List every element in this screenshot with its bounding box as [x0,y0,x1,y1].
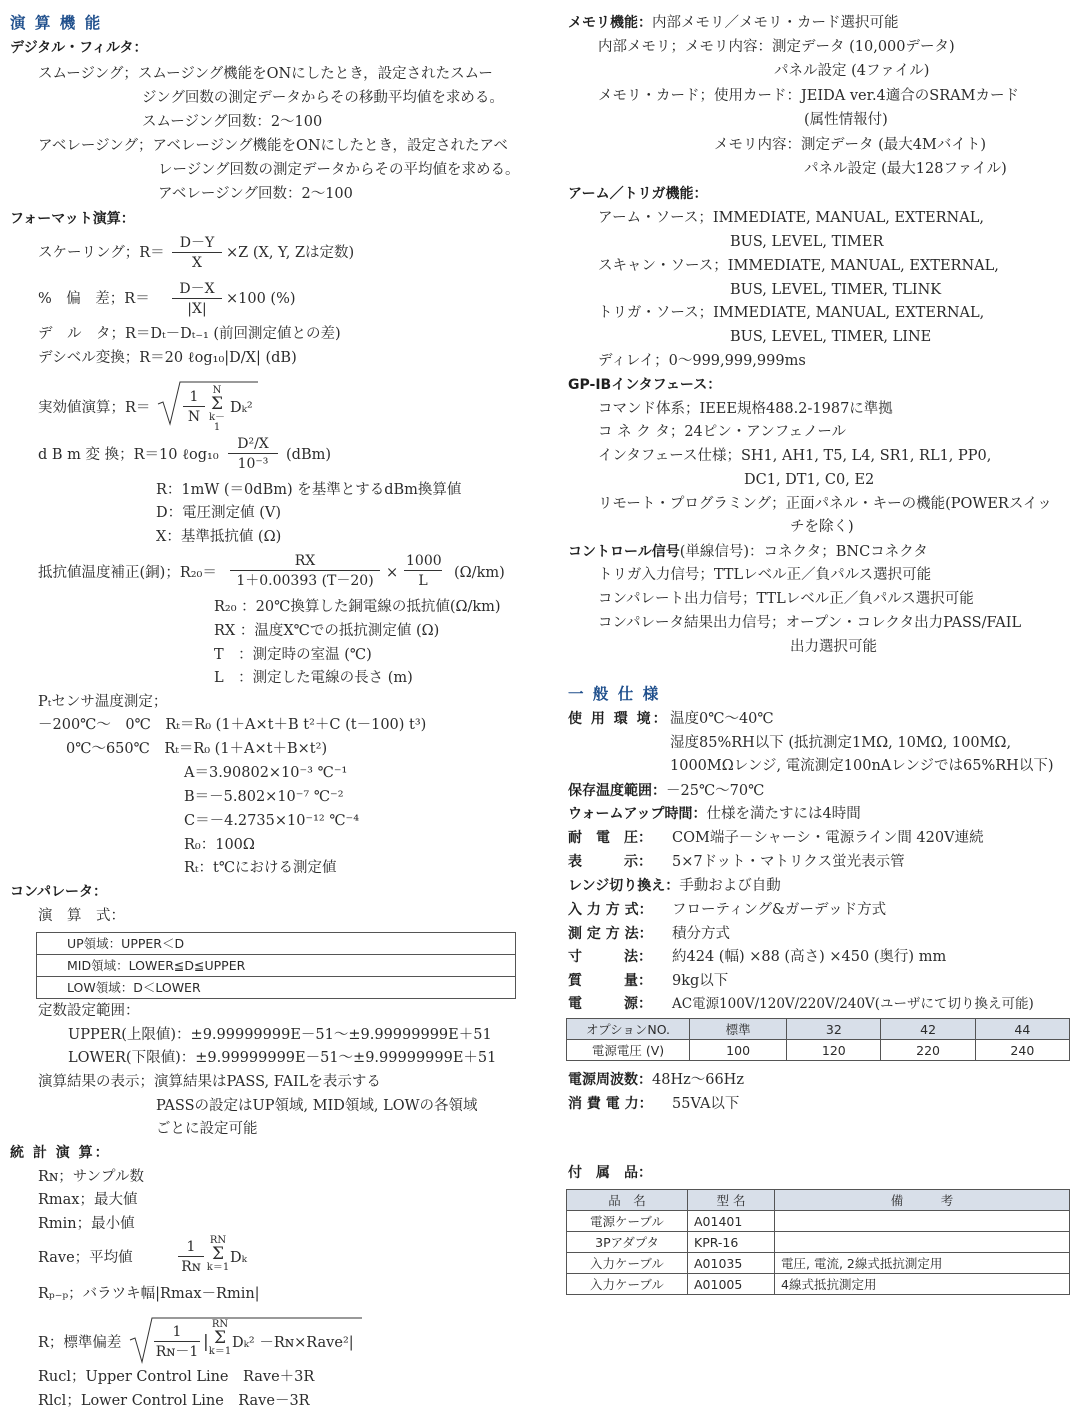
env-humidity-2: 1000MΩレンジ, 電流測定100nAレンジでは65%RH以下) [670,758,1054,774]
pt-coeff-b: B＝－5.802×10⁻⁷ ℃⁻² [184,789,344,805]
smoothing-count: スムージング回数：2～100 [142,114,323,130]
dbm-tail: (dBm) [286,447,332,463]
control-compare-output: コンパレート出力信号；TTLレベル正／負パルス選択可能 [598,591,974,607]
scaling-label: スケーリング；R＝ [38,245,165,261]
scan-source-1: スキャン・ソース；IMMEDIATE, MANUAL, EXTERNAL, [598,258,999,274]
accessory-name: 3Pアダプタ [567,1232,688,1253]
storage-label: 保存温度範囲： [568,783,666,799]
accessory-note: 電圧, 電流, 2線式抵抗測定用 [775,1253,1070,1274]
general-spec-heading: 一 般 仕 様 [568,685,661,703]
memory-card-attr: (属性情報付) [804,112,888,128]
input-value: フローティング&ガーデッド方式 [672,902,887,918]
accessories-table [566,1189,1070,1295]
pt-r0: R₀：100Ω [184,837,255,853]
sd-tail: Dₖ² －Rɴ×Rave²| [232,1335,354,1351]
rms-sigma [206,386,228,433]
accessory-note [775,1211,1070,1232]
display-value: 5×7ドット・マトリクス蛍光表示管 [672,854,905,870]
rms-sigma-bottom: k－1 [208,412,226,433]
sd-fraction [154,1325,200,1359]
dimension-line [568,949,946,965]
res-l-def: L ：測定した電線の長さ (m) [214,670,413,686]
scaling-numerator: D－Y [172,236,222,253]
memory-card-panel: パネル設定 (最大128ファイル) [804,161,1007,177]
accessory-note [775,1232,1070,1253]
stat-rave-label: Rave；平均値 [38,1250,133,1266]
gpib-remote-1: リモート・プログラミング；正面パネル・キーの機能(POWERスイッ [598,496,1052,512]
rave-one: 1 [178,1240,204,1257]
accessories-heading: 付 属 品： [568,1165,652,1181]
upper-range: UPPER(上限値)：±9.99999999E－51～±9.99999999E＋51 [68,1027,492,1043]
sd-denominator: Rɴ－1 [155,1344,199,1360]
dimension-label: 寸 法： [568,949,652,965]
control-comparator-result-1: コンパレータ結果出力信号；オープン・コレクタ出力PASS/FAIL [598,615,1022,631]
result-display-2: PASSの設定はUP領域, MID領域, LOWの各領域 [156,1098,478,1114]
res-denominator: 1＋0.00393 (T－20) [236,573,374,589]
dbm-denominator: 10⁻³ [237,456,269,472]
mass-label: 質 量： [568,973,652,989]
sigma-icon: Σ [213,1328,227,1348]
gpib-heading: GP-IBインタフェース： [568,377,722,393]
voltage-line [568,830,984,846]
sd-sigma [208,1320,232,1357]
option-header-cell: 標準 [690,1019,787,1040]
trigger-source-1: トリガ・ソース；IMMEDIATE, MANUAL, EXTERNAL, [598,305,985,321]
pt-coeff-c: C＝－4.2735×10⁻¹² ℃⁻⁴ [184,813,360,829]
env-label: 使 用 環 境： [568,711,669,727]
comparator-heading: コンパレータ： [10,884,108,900]
stat-rn: Rɴ；サンプル数 [38,1169,144,1185]
memory-internal: 内部メモリ；メモリ内容：測定データ (10,000データ) [598,39,955,55]
option-table-row [567,1040,1070,1061]
rave-fraction [178,1240,204,1274]
smoothing-line-1: スムージング；スムージング機能をONにしたとき，設定されたスムー [38,66,493,82]
res-denominator-2: L [418,573,428,589]
mass-line [568,973,728,989]
dbm-label: d B m 変 換；R＝10 ℓog₁₀ [38,447,219,463]
decibel-formula: デシベル変換；R＝20 ℓog₁₀|D/X| (dB) [38,350,297,366]
control-trigger-input: トリガ入力信号；TTLレベル正／負パルス選択可能 [598,567,932,583]
accessory-model: A01005 [688,1274,775,1295]
stat-rmin: Rmin；最小値 [38,1216,135,1232]
sd-one: 1 [154,1325,200,1342]
gpib-connector: コ ネ ク タ；24ピン・アンフェノール [598,424,847,440]
measure-line [568,926,730,942]
deviation-numerator: D－X [172,282,222,299]
comparator-low-row: LOW領域：D＜LOWER [67,980,201,995]
option-cell: 120 [787,1040,881,1061]
warmup-line [568,806,861,822]
rms-one: 1 [183,390,205,407]
res-fraction [230,554,380,588]
stat-rlcl: Rlcl；Lower Control Line Rave－3R [38,1393,310,1409]
accessory-model: KPR-16 [688,1232,775,1253]
accessory-header-cell: 型 名 [688,1190,775,1211]
stat-rucl: Rucl；Upper Control Line Rave＋3R [38,1369,315,1385]
gpib-command: コマンド体系；IEEE規格488.2-1987に準拠 [598,401,893,417]
gpib-interface-2: DC1, DT1, C0, E2 [744,472,875,488]
input-line [568,902,886,918]
option-cell: 電源電圧 (V) [567,1040,690,1061]
rave-sigma-top: RN [209,1235,227,1246]
res-tail: (Ω/km) [454,565,505,581]
control-comparator-result-2: 出力選択可能 [790,639,877,655]
option-cell: 100 [690,1040,787,1061]
table-row [567,1274,1070,1295]
memory-card-content: メモリ内容：測定データ (最大4Mバイト) [714,137,986,153]
range-value: 手動および自動 [679,878,781,894]
sigma-icon: Σ [210,394,224,414]
memory-panel: パネル設定 (4ファイル) [774,63,930,79]
option-table [566,1018,1070,1061]
power-line [568,996,1034,1012]
accessory-name: 入力ケーブル [567,1274,688,1295]
digital-filter-heading: デジタル・フィルタ： [10,40,148,56]
display-line [568,854,905,870]
env-humidity-1: 湿度85%RH以下 (抵抗測定1MΩ, 10MΩ, 100MΩ, [670,735,1012,751]
memory-card: メモリ・カード；使用カード：JEIDA ver.4適合のSRAMカード [598,88,1019,104]
range-label: レンジ切り換え： [568,878,680,894]
memory-heading-tail: 内部メモリ／メモリ・カード選択可能 [652,15,899,31]
rms-dk: Dₖ² [230,400,253,416]
measure-label: 測 定 方 法： [568,926,653,942]
control-signal-heading: コントロール信号 [568,544,680,560]
comparator-formula-label: 演 算 式： [38,908,125,924]
consumption-line [568,1096,739,1112]
res-rx-def: RX ：温度X℃での抵抗測定値 (Ω) [214,623,440,639]
accessory-name: 電源ケーブル [567,1211,688,1232]
dbm-d-def: D：電圧測定値 (V) [156,505,282,521]
frequency-line [568,1072,744,1088]
option-header-cell: 32 [787,1019,881,1040]
lower-range: LOWER(下限値)：±9.99999999E－51～±9.99999999E＋51 [68,1050,497,1066]
mass-value: 9kg以下 [672,973,729,989]
rms-fraction [183,390,205,424]
accessory-header-cell: 備 考 [775,1190,1070,1211]
table-row [567,1211,1070,1232]
result-display-1: 演算結果の表示；演算結果はPASS, FAILを表示する [38,1074,381,1090]
accessory-note: 4線式抵抗測定用 [775,1274,1070,1295]
consumption-label: 消 費 電 力： [568,1096,653,1112]
accessory-header-cell: 品 名 [567,1190,688,1211]
pt-formula-2: 0℃～650℃ Rₜ＝R₀ (1＋A×t＋B×t²) [66,741,328,757]
option-header-cell: 42 [881,1019,975,1040]
power-value: AC電源100V/120V/220V/240V(ユーザにて切り換え可能) [672,996,1034,1012]
control-signal-tail: (単線信号)：コネクタ；BNCコネクタ [679,544,928,560]
res-correction-label: 抵抗値温度補正(銅)；R₂₀＝ [38,565,217,581]
arm-source-1: アーム・ソース；IMMEDIATE, MANUAL, EXTERNAL, [598,210,984,226]
rave-dk: Dₖ [230,1250,247,1266]
dbm-x-def: X：基準抵抗値 (Ω) [156,529,282,545]
rave-sigma-bottom: k＝1 [206,1262,230,1273]
env-temp: 温度0℃～40℃ [670,711,774,727]
warmup-label: ウォームアップ時間： [568,806,707,822]
dimension-value: 約424 (幅) ×88 (高さ) ×450 (奥行) mm [672,949,947,965]
rms-sigma-top: N [212,385,222,396]
pt-coeff-a: A＝3.90802×10⁻³ ℃⁻¹ [184,765,348,781]
res-numerator-2: 1000 [406,553,442,569]
deviation-fraction [172,282,222,316]
warmup-value: 仕様を満たすには4時間 [706,806,861,822]
trigger-source-2: BUS, LEVEL, TIMER, LINE [730,329,932,345]
memory-heading: メモリ機能： [568,15,652,31]
stat-sd-label: R；標準偏差 [38,1335,122,1351]
storage-value: －25℃～70℃ [666,783,765,799]
deviation-tail: ×100 (%) [226,291,296,307]
pt-sensor-heading: Pₜセンサ温度測定； [38,694,168,710]
consumption-value: 55VA以下 [672,1096,740,1112]
averaging-line-2: レージング回数の測定データからその平均値を求める。 [158,162,520,178]
measure-value: 積分方式 [672,926,730,942]
comparator-box [36,932,516,999]
sd-sigma-top: RN [211,1319,229,1330]
sigma-icon: Σ [211,1244,225,1264]
sd-sigma-bottom: k＝1 [208,1346,232,1357]
dbm-r-def: R：1mW (＝0dBm) を基準とするdBm換算値 [156,482,462,498]
storage-line [568,783,764,799]
comparator-mid-row: MID領域：LOWER≦D≦UPPER [37,955,515,977]
option-header-cell: オプションNO. [567,1019,690,1040]
gpib-interface-1: インタフェース仕様；SH1, AH1, T5, L4, SR1, RL1, PP0, [598,448,992,464]
dbm-numerator: D²/X [228,437,278,454]
option-cell: 220 [881,1040,975,1061]
delta-formula: デ ル タ；R＝Dₜ－Dₜ₋₁ (前回測定値との差) [38,326,341,342]
const-range-heading: 定数設定範囲： [38,1003,140,1019]
res-r20-def: R₂₀ ：20℃換算した銅電線の抵抗値(Ω/km) [214,599,501,615]
accessory-name: 入力ケーブル [567,1253,688,1274]
rms-n: N [187,409,201,425]
rave-rn: Rɴ [181,1259,201,1275]
calc-section-title: 演 算 機 能 [10,14,103,32]
display-label: 表 示： [568,854,652,870]
rms-label: 実効値演算；R＝ [38,400,151,416]
control-signal-line [568,544,928,560]
voltage-value: COM端子－シャーシ・電源ライン間 420V連続 [672,830,984,846]
option-cell: 240 [975,1040,1069,1061]
res-t-def: T ：測定時の室温 (℃) [214,647,372,663]
accessories-header [567,1190,1070,1211]
frequency-value: 48Hz～66Hz [652,1072,744,1088]
averaging-count: アベレージング回数：2～100 [158,186,353,202]
accessory-model: A01035 [688,1253,775,1274]
option-table-header [567,1019,1070,1040]
arm-trigger-heading: アーム／トリガ機能： [568,186,708,202]
deviation-label: % 偏 差；R＝ [38,291,150,307]
dbm-fraction [228,437,278,471]
scaling-fraction [172,236,222,270]
res-numerator: RX [230,554,380,571]
arm-source-2: BUS, LEVEL, TIMER [730,234,884,250]
sd-open-bar: | [203,1332,209,1352]
averaging-line-1: アベレージング；アベレージング機能をONにしたとき，設定されたアベ [38,138,508,154]
frequency-label: 電源周波数： [568,1072,652,1088]
input-label: 入 力 方 式： [568,902,653,918]
res-times: × [386,565,399,581]
deviation-denominator: |X| [187,301,207,317]
pt-formula-1: －200℃～ 0℃ Rₜ＝R₀ (1＋A×t＋B t²＋C (t－100) t³) [38,717,427,733]
format-calc-heading: フォーマット演算： [10,211,135,227]
delay: ディレイ；0～999,999,999ms [598,353,806,369]
accessory-model: A01401 [688,1211,775,1232]
scan-source-2: BUS, LEVEL, TIMER, TLINK [730,282,942,298]
statistics-heading: 統 計 演 算： [10,1145,111,1161]
table-row [567,1253,1070,1274]
res-fraction-2 [404,554,442,588]
comparator-up-row: UP領域：UPPER＜D [37,933,515,955]
stat-rpp: Rₚ₋ₚ；バラツキ幅|Rmax－Rmin| [38,1286,260,1302]
smoothing-line-2: ジング回数の測定データからその移動平均値を求める。 [142,90,504,106]
stat-rmax: Rmax；最大値 [38,1192,138,1208]
scaling-tail: ×Z (X, Y, Zは定数) [226,245,355,261]
voltage-label: 耐 電 圧： [568,830,652,846]
power-label: 電 源： [568,996,652,1012]
option-header-cell: 44 [975,1019,1069,1040]
result-display-3: ごとに設定可能 [156,1121,258,1137]
scaling-denominator: X [192,255,202,271]
rave-sigma [206,1236,230,1273]
gpib-remote-2: チを除く) [790,519,854,535]
pt-rt: Rₜ：t℃における測定値 [184,860,337,876]
range-line [568,878,781,894]
memory-line [568,15,899,31]
table-row [567,1232,1070,1253]
